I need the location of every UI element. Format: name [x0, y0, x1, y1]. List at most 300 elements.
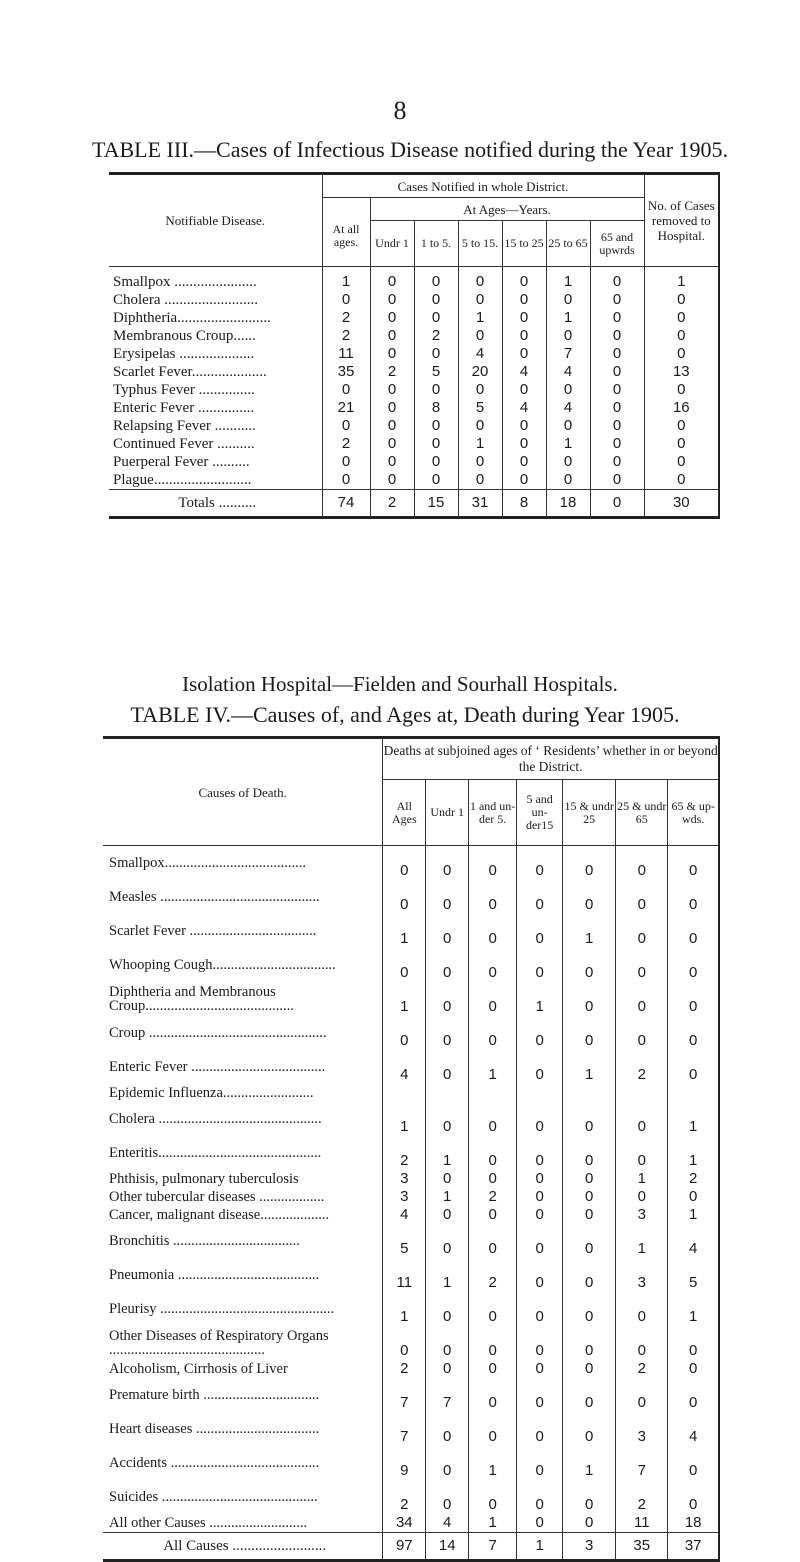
- death-count: 0: [517, 948, 563, 982]
- death-count: 0: [563, 1016, 616, 1050]
- age-col-header: Undr 1: [370, 221, 414, 267]
- death-count: 9: [383, 1446, 426, 1480]
- death-count: 0: [517, 1378, 563, 1412]
- death-count: 0: [469, 1360, 517, 1378]
- case-count: 0: [546, 417, 590, 435]
- death-count: 1: [563, 914, 616, 948]
- death-count: 0: [616, 880, 668, 914]
- age-col-header: 25 to 65: [546, 221, 590, 267]
- totals-row: [109, 490, 719, 518]
- death-count: 0: [469, 846, 517, 881]
- death-count: 0: [563, 880, 616, 914]
- case-count: 0: [590, 399, 644, 417]
- death-count: 0: [688, 1496, 698, 1513]
- death-count: 0: [517, 1480, 563, 1514]
- table-3: [109, 172, 720, 519]
- death-count: 2: [616, 1050, 668, 1084]
- table-row: [103, 846, 719, 881]
- table-row: [109, 327, 719, 345]
- case-count: 0: [677, 417, 686, 434]
- death-count: 0: [688, 862, 698, 879]
- death-count: 0: [469, 1326, 517, 1360]
- case-count: 0: [414, 471, 458, 490]
- total-count: 31: [458, 490, 502, 518]
- death-count: 1: [616, 1224, 668, 1258]
- disease-name: Plague..........................: [109, 471, 322, 490]
- death-count: 0: [426, 1480, 469, 1514]
- totals-label: Totals ..........: [109, 490, 322, 518]
- death-count: [668, 1084, 719, 1102]
- cause-name: Premature birth ................................: [103, 1378, 383, 1412]
- death-count: 0: [563, 1102, 616, 1136]
- death-count: 11: [383, 1258, 426, 1292]
- total-count: 15: [414, 490, 458, 518]
- death-count: 0: [383, 948, 426, 982]
- table-row: [103, 914, 719, 948]
- total-count: 35: [616, 1533, 668, 1561]
- death-count: 0: [426, 948, 469, 982]
- case-count: 0: [502, 309, 546, 327]
- case-count: 1: [546, 435, 590, 453]
- death-count: 11: [616, 1514, 668, 1533]
- death-count: 0: [469, 1016, 517, 1050]
- case-count: 0: [502, 291, 546, 309]
- death-count: 0: [616, 1016, 668, 1050]
- case-count: 20: [458, 363, 502, 381]
- death-count: 0: [426, 1170, 469, 1188]
- death-count: 0: [616, 982, 668, 1016]
- death-count: 1: [563, 1446, 616, 1480]
- age-col-header: All Ages: [383, 780, 426, 846]
- case-count: 0: [502, 435, 546, 453]
- table-row: [109, 453, 719, 471]
- case-count: 0: [370, 327, 414, 345]
- totals-row: [103, 1533, 719, 1561]
- death-count: 1: [383, 982, 426, 1016]
- death-count: 0: [563, 1360, 616, 1378]
- page-number: 8: [393, 96, 407, 125]
- death-count: 7: [426, 1378, 469, 1412]
- disease-name: Enteric Fever ...............: [109, 399, 322, 417]
- age-col-header: 5 to 15.: [458, 221, 502, 267]
- table-row: [103, 1412, 719, 1446]
- death-count: 1: [426, 1136, 469, 1170]
- cause-name: Phthisis, pulmonary tuberculosis: [103, 1170, 383, 1188]
- death-count: 3: [616, 1412, 668, 1446]
- death-count: 0: [616, 948, 668, 982]
- case-count: 0: [677, 327, 686, 344]
- death-count: 0: [563, 1188, 616, 1206]
- death-count: 0: [563, 1206, 616, 1224]
- case-count: 0: [322, 453, 370, 471]
- death-count: [469, 1084, 517, 1102]
- cause-name: Pleurisy ................................................: [103, 1292, 383, 1326]
- case-count: 35: [322, 363, 370, 381]
- case-count: 1: [546, 267, 590, 292]
- case-count: 0: [370, 399, 414, 417]
- case-count: 0: [458, 291, 502, 309]
- death-count: 2: [616, 1360, 668, 1378]
- death-count: 0: [563, 1136, 616, 1170]
- case-count: 0: [370, 453, 414, 471]
- disease-name: Relapsing Fever ...........: [109, 417, 322, 435]
- death-count: 0: [426, 1292, 469, 1326]
- case-count: 0: [677, 471, 686, 488]
- age-col-header: 65 & up- wds.: [668, 780, 719, 846]
- case-count: 16: [672, 399, 690, 416]
- table-row: [109, 267, 719, 292]
- death-count: 1: [469, 1446, 517, 1480]
- case-count: 0: [590, 471, 644, 490]
- case-count: 2: [322, 435, 370, 453]
- case-count: 0: [414, 291, 458, 309]
- hospital-col-header: No. of Cases removed to Hospital.: [644, 174, 719, 267]
- death-count: 1: [688, 1118, 698, 1135]
- death-count: 5: [383, 1224, 426, 1258]
- death-count: 4: [426, 1514, 469, 1533]
- death-count: 0: [517, 846, 563, 881]
- case-count: 0: [590, 363, 644, 381]
- cause-name: Bronchitis ...................................: [103, 1224, 383, 1258]
- death-count: 0: [426, 1360, 469, 1378]
- case-count: 4: [546, 399, 590, 417]
- death-count: 0: [688, 998, 698, 1015]
- death-count: 0: [563, 1170, 616, 1188]
- cause-name: Pneumonia .......................................: [103, 1258, 383, 1292]
- death-count: 1: [517, 982, 563, 1016]
- cause-name: Accidents .........................................: [103, 1446, 383, 1480]
- death-count: 0: [688, 930, 698, 947]
- death-count: 0: [426, 880, 469, 914]
- case-count: 0: [590, 327, 644, 345]
- table-row: [103, 1102, 719, 1136]
- table-row: [103, 1016, 719, 1050]
- cause-name: Enteritis.............................................: [103, 1136, 383, 1170]
- case-count: 0: [502, 327, 546, 345]
- death-count: [426, 1084, 469, 1102]
- case-count: 0: [590, 381, 644, 399]
- case-count: 0: [677, 453, 686, 470]
- case-count: 0: [322, 417, 370, 435]
- at-ages-header: At Ages—Years.: [370, 198, 644, 221]
- death-count: 7: [383, 1412, 426, 1446]
- death-count: 2: [383, 1480, 426, 1514]
- cause-name: Whooping Cough..................................: [103, 948, 383, 982]
- case-count: 0: [546, 471, 590, 490]
- death-count: 0: [688, 1188, 698, 1205]
- death-count: 1: [688, 1206, 698, 1223]
- case-count: 5: [414, 363, 458, 381]
- death-count: 0: [469, 1102, 517, 1136]
- death-count: 3: [383, 1170, 426, 1188]
- total-count: 8: [502, 490, 546, 518]
- death-count: 0: [616, 1102, 668, 1136]
- case-count: 0: [370, 345, 414, 363]
- table-row: [103, 1136, 719, 1170]
- death-count: 0: [517, 1292, 563, 1326]
- disease-name: Cholera .........................: [109, 291, 322, 309]
- death-count: 0: [563, 1292, 616, 1326]
- death-count: 0: [469, 948, 517, 982]
- age-col-header: 15 & undr 25: [563, 780, 616, 846]
- death-count: 1: [383, 1102, 426, 1136]
- case-count: 0: [502, 417, 546, 435]
- death-count: 0: [688, 1462, 698, 1479]
- death-count: 1: [383, 1292, 426, 1326]
- table-row: [103, 1206, 719, 1224]
- cause-name: Enteric Fever .....................................: [103, 1050, 383, 1084]
- case-count: 0: [414, 435, 458, 453]
- total-count: 18: [546, 490, 590, 518]
- death-count: 0: [688, 1360, 698, 1377]
- cause-name: Croup .................................................: [103, 1016, 383, 1050]
- death-count: 0: [517, 1446, 563, 1480]
- table-row: [103, 1378, 719, 1412]
- case-count: 0: [458, 381, 502, 399]
- cause-name: Alcoholism, Cirrhosis of Liver: [103, 1360, 383, 1378]
- case-count: 1: [458, 435, 502, 453]
- death-count: 0: [616, 846, 668, 881]
- case-count: 2: [370, 363, 414, 381]
- death-count: 0: [469, 1378, 517, 1412]
- case-count: 0: [677, 291, 686, 308]
- cause-name: Cancer, malignant disease...................: [103, 1206, 383, 1224]
- death-count: 0: [383, 1326, 426, 1360]
- death-count: 4: [688, 1240, 698, 1257]
- death-count: [563, 1084, 616, 1102]
- death-count: 0: [517, 1258, 563, 1292]
- table-row: [103, 1446, 719, 1480]
- death-count: 0: [426, 1326, 469, 1360]
- table-row: [103, 1326, 719, 1360]
- disease-name: Membranous Croup......: [109, 327, 322, 345]
- death-count: 0: [616, 914, 668, 948]
- death-count: 0: [469, 982, 517, 1016]
- table-row: [103, 1170, 719, 1188]
- case-count: 0: [677, 381, 686, 398]
- age-col-header: 65 and upwrds: [590, 221, 644, 267]
- table-row: [109, 381, 719, 399]
- death-count: 0: [688, 896, 698, 913]
- death-count: 0: [563, 846, 616, 881]
- death-count: 3: [616, 1206, 668, 1224]
- case-count: 0: [322, 291, 370, 309]
- death-count: 4: [383, 1206, 426, 1224]
- disease-name: Scarlet Fever....................: [109, 363, 322, 381]
- total-count: 1: [517, 1533, 563, 1561]
- death-count: 0: [426, 914, 469, 948]
- case-count: 0: [322, 471, 370, 490]
- cause-name: Other tubercular diseases ..................: [103, 1188, 383, 1206]
- death-count: 0: [688, 1342, 698, 1359]
- case-count: 0: [414, 309, 458, 327]
- cause-col-header: Causes of Death.: [103, 738, 383, 846]
- death-count: 4: [383, 1050, 426, 1084]
- death-count: 1: [616, 1170, 668, 1188]
- death-count: 0: [469, 1224, 517, 1258]
- total-count: 14: [426, 1533, 469, 1561]
- case-count: 11: [322, 345, 370, 363]
- death-count: 1: [469, 1514, 517, 1533]
- disease-name: Typhus Fever ...............: [109, 381, 322, 399]
- death-count: 0: [426, 1446, 469, 1480]
- total-count: 37: [668, 1533, 719, 1561]
- table-row: [109, 399, 719, 417]
- death-count: 0: [688, 1394, 698, 1411]
- death-count: 0: [517, 1102, 563, 1136]
- cause-name: Epidemic Influenza.........................: [103, 1084, 383, 1102]
- death-count: 0: [517, 1326, 563, 1360]
- total-count: 0: [590, 490, 644, 518]
- death-count: 0: [517, 914, 563, 948]
- cause-name: Scarlet Fever ...................................: [103, 914, 383, 948]
- age-col-header: 5 and un- der15: [517, 780, 563, 846]
- table-row: [103, 1224, 719, 1258]
- death-count: 0: [517, 1206, 563, 1224]
- case-count: 0: [590, 309, 644, 327]
- case-count: 5: [458, 399, 502, 417]
- case-count: 0: [414, 417, 458, 435]
- disease-name: Smallpox ......................: [109, 267, 322, 292]
- cause-name: Diphtheria and Membranous Croup.........................................: [103, 982, 383, 1016]
- table-row: [103, 948, 719, 982]
- death-count: 0: [517, 1188, 563, 1206]
- case-count: 1: [322, 267, 370, 292]
- table-row: [103, 1084, 719, 1102]
- case-count: 2: [322, 327, 370, 345]
- table-row: [109, 471, 719, 490]
- death-count: 1: [426, 1258, 469, 1292]
- table-row: [109, 345, 719, 363]
- table-row: [103, 982, 719, 1016]
- death-count: 0: [563, 948, 616, 982]
- death-count: 0: [563, 1412, 616, 1446]
- disease-name: Erysipelas ....................: [109, 345, 322, 363]
- death-count: 0: [688, 1032, 698, 1049]
- case-count: 0: [370, 471, 414, 490]
- case-count: 0: [590, 291, 644, 309]
- case-count: 0: [502, 471, 546, 490]
- death-count: 2: [688, 1170, 698, 1187]
- table-3-title: TABLE III.—Cases of Infectious Disease notified during the Year 1905.: [91, 137, 729, 162]
- death-count: 0: [426, 846, 469, 881]
- death-count: [616, 1084, 668, 1102]
- death-count: 0: [616, 1292, 668, 1326]
- death-count: 0: [616, 1188, 668, 1206]
- death-count: 2: [469, 1188, 517, 1206]
- death-count: 0: [469, 880, 517, 914]
- table-row: [109, 309, 719, 327]
- age-col-header: 1 to 5.: [414, 221, 458, 267]
- case-count: 4: [502, 399, 546, 417]
- death-count: 3: [383, 1188, 426, 1206]
- death-count: 0: [517, 1514, 563, 1533]
- case-count: 0: [590, 417, 644, 435]
- case-count: 0: [370, 309, 414, 327]
- case-count: 0: [414, 267, 458, 292]
- death-count: 0: [616, 1326, 668, 1360]
- case-count: 0: [322, 381, 370, 399]
- case-count: 1: [546, 309, 590, 327]
- case-count: 4: [458, 345, 502, 363]
- table-row: [103, 1188, 719, 1206]
- death-count: 0: [383, 1016, 426, 1050]
- case-count: 0: [370, 381, 414, 399]
- age-col-header: Undr 1: [426, 780, 469, 846]
- case-count: 1: [458, 309, 502, 327]
- case-count: 0: [590, 453, 644, 471]
- table-row: [103, 1050, 719, 1084]
- case-count: 0: [677, 345, 686, 362]
- death-count: 0: [563, 1378, 616, 1412]
- cause-name: Suicides ...........................................: [103, 1480, 383, 1514]
- total-count: 74: [322, 490, 370, 518]
- death-count: 0: [517, 1170, 563, 1188]
- death-count: 0: [517, 1016, 563, 1050]
- table-row: [103, 1480, 719, 1514]
- death-count: 0: [517, 1136, 563, 1170]
- death-count: 0: [469, 1480, 517, 1514]
- case-count: 0: [458, 267, 502, 292]
- death-count: 0: [426, 1412, 469, 1446]
- total-count: 2: [370, 490, 414, 518]
- death-count: 2: [616, 1480, 668, 1514]
- death-count: 0: [469, 914, 517, 948]
- death-count: 1: [469, 1050, 517, 1084]
- death-count: 0: [517, 1412, 563, 1446]
- totals-label: All Causes .........................: [103, 1533, 383, 1561]
- case-count: 0: [546, 327, 590, 345]
- case-count: 2: [322, 309, 370, 327]
- case-count: 0: [458, 327, 502, 345]
- death-count: 0: [426, 1016, 469, 1050]
- table-row: [109, 363, 719, 381]
- death-count: 0: [616, 1378, 668, 1412]
- case-count: 0: [370, 435, 414, 453]
- table-row: [109, 435, 719, 453]
- cause-name: Other Diseases of Respiratory Organs ...........................................: [103, 1326, 383, 1360]
- death-count: 0: [469, 1412, 517, 1446]
- table-row: [103, 1258, 719, 1292]
- case-count: 21: [322, 399, 370, 417]
- age-col-header: 25 & undr 65: [616, 780, 668, 846]
- case-count: 0: [458, 471, 502, 490]
- death-count: 7: [616, 1446, 668, 1480]
- death-count: 0: [563, 982, 616, 1016]
- death-count: 2: [383, 1136, 426, 1170]
- death-count: 3: [616, 1258, 668, 1292]
- death-count: 0: [688, 1066, 698, 1083]
- death-count: 0: [517, 1360, 563, 1378]
- case-count: 8: [414, 399, 458, 417]
- disease-name: Diphtheria.........................: [109, 309, 322, 327]
- death-count: 7: [383, 1378, 426, 1412]
- cause-name: All other Causes ...........................: [103, 1514, 383, 1533]
- case-count: 0: [546, 291, 590, 309]
- death-count: 0: [426, 1102, 469, 1136]
- case-count: 0: [370, 267, 414, 292]
- death-count: 1: [383, 914, 426, 948]
- deaths-group-header: Deaths at subjoined ages of ‘ Residents’ whether in or beyond the District.: [383, 738, 719, 780]
- death-count: 1: [426, 1188, 469, 1206]
- total-count: 30: [644, 490, 719, 518]
- death-count: 2: [469, 1258, 517, 1292]
- death-count: 0: [563, 1224, 616, 1258]
- case-count: 0: [546, 453, 590, 471]
- case-count: 0: [590, 345, 644, 363]
- death-count: 2: [383, 1360, 426, 1378]
- death-count: 0: [563, 1514, 616, 1533]
